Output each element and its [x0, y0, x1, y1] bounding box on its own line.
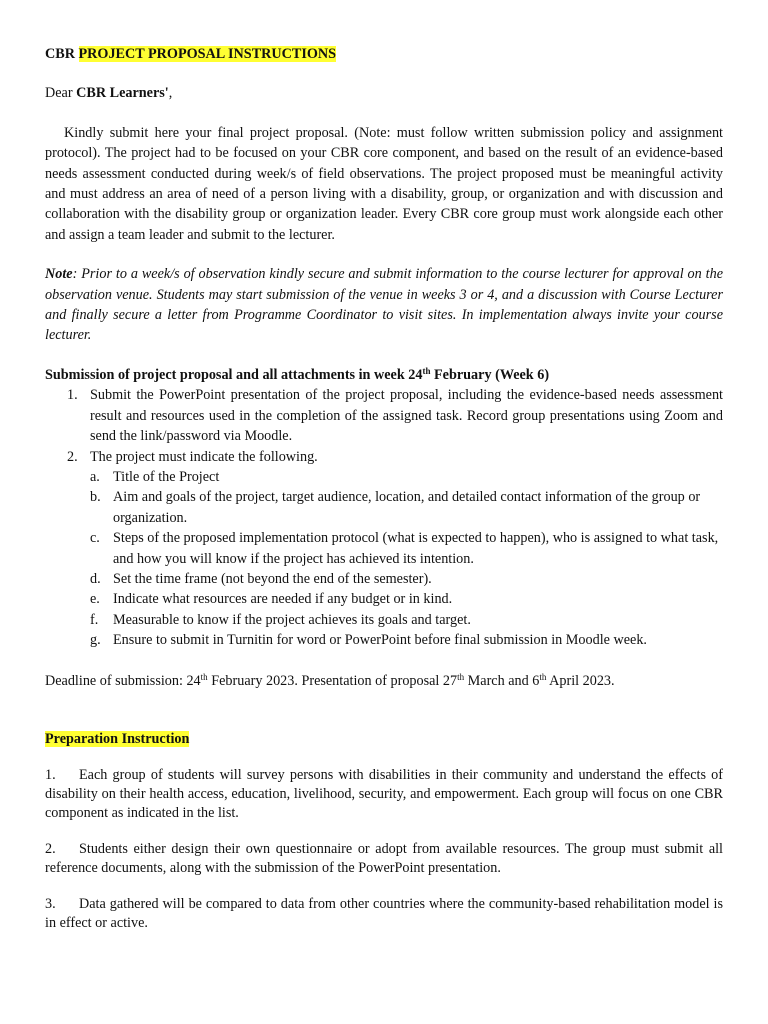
- note-paragraph: [45, 264, 723, 346]
- preparation-item: 2. Students either design their own questionnaire or adopt from available resources. The group must submit all reference documents, along with the submission of the PowerPoint presentation.: [45, 841, 723, 877]
- title-prefix: CBR: [45, 46, 75, 62]
- note-text: : Prior to a week/s of observation kindly secure and submit information to the course lecturer for approval on the observation venue. Students may start submission of the venue in weeks 3 or 4, and a discussion with Course Lecturer and finally secure a letter from Programme Coordinator to visit sites. In implementation always invite your course lecturer.: [45, 266, 723, 344]
- submission-heading: Submission of project proposal and all attachments in week 24th February (Week 6): [45, 365, 550, 383]
- preparation-heading: Preparation Instruction: [45, 730, 190, 747]
- greeting-recipient: CBR Learners': [76, 85, 169, 102]
- sublist-item: e. Indicate what resources are needed if any budget or in kind.: [90, 591, 453, 608]
- deadline-line: Deadline of submission: 24th February 2023. Presentation of proposal 27th March and 6th April 2023.: [45, 671, 615, 689]
- sublist-item: a. Title of the Project: [90, 468, 220, 485]
- note-label: Note: [45, 266, 73, 283]
- sublist-item: d. Set the time frame (not beyond the end of the semester).: [90, 570, 432, 587]
- greeting-dear: Dear: [45, 85, 73, 102]
- requirements-sublist: [90, 467, 723, 651]
- title-highlight: PROJECT PROPOSAL INSTRUCTIONS: [78, 46, 337, 62]
- sublist-item: f. Measurable to know if the project achieves its goals and target.: [90, 611, 471, 628]
- sublist-item: g. Ensure to submit in Turnitin for word or PowerPoint before final submission in Moodle week.: [90, 632, 647, 649]
- sublist-item: b. Aim and goals of the project, target audience, location, and detailed contact information of the group or organization.: [90, 489, 701, 526]
- list-item-text: Submit the PowerPoint presentation of the project proposal, including the evidence-based needs assessment result and resources used in the completion of the assigned task. Record group presentations using Zoom and send the link/password via Moodle.: [90, 387, 723, 445]
- preparation-item: 1. Each group of students will survey persons with disabilities in their community and understand the effects of disability on their health access, education, livelihood, security, and empowerment. Each group will focus on one CBR component as indicated in the list.: [45, 767, 723, 822]
- intro-paragraph: Kindly submit here your final project proposal. (Note: must follow written submission policy and assignment protocol). The project had to be focused on your CBR core component, and based on the result of an evidence-based needs assessment conducted during week/s of field observations. The project proposed must be meaningful activity and must address an area of need of a person living with a disability, group, or organization and with discussion and collaboration with the disability group or organization leader. Every CBR core group must work alongside each other and assign a team leader and submit to the lecturer.: [45, 124, 723, 243]
- preparation-item: 3. Data gathered will be compared to data from other countries where the community-based rehabilitation model is in effect or active.: [45, 896, 723, 932]
- list-item: 1. Submit the PowerPoint presentation of the project proposal, including the evidence-based needs assessment result and resources used in the completion of the assigned task. Record group presentations using Zoom and send the link/password via Moodle.: [45, 385, 723, 446]
- document-title: [45, 44, 723, 64]
- list-item: 2. The project must indicate the following. a. Title of the Project b. Aim and goals of the project, target audience, location, and detailed contact information of the group or organization. c. Steps of the proposed implementation protocol (what is expected to happen), who is assigned to what task, and how you will know if the project has achieved its intention. d. Set the time frame (not beyond the end of the semester). e. Indicate what resources are needed if any budget or in kind. f. Measurable to know if the project achieves its goals and target. g. Ensure to submit in Turnitin for word or PowerPoint before final submission in Moodle week.: [45, 447, 723, 651]
- list-item-text: The project must indicate the following.: [90, 448, 318, 465]
- greeting: Dear CBR Learners',: [45, 85, 173, 102]
- sublist-item: c. Steps of the proposed implementation protocol (what is expected to happen), who is assigned to what task, and how you will know if the project has achieved its intention.: [90, 530, 719, 567]
- submission-list: [45, 385, 723, 650]
- document-page: [45, 44, 723, 933]
